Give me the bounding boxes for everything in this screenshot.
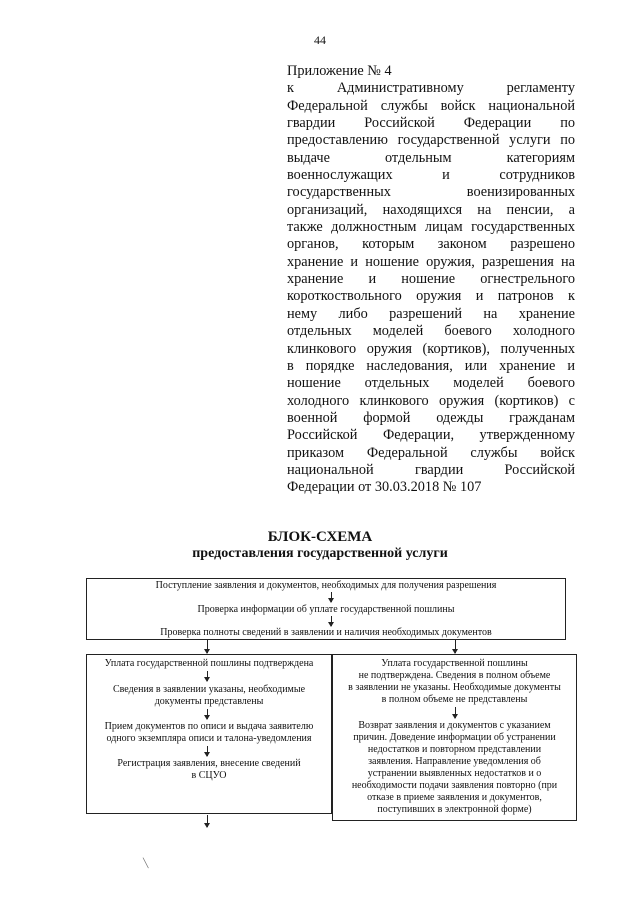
step-check-fee: Проверка информации об уплате государственной пошлины xyxy=(197,604,455,615)
appendix-line: клинкового оружия (кортиков), полученных xyxy=(287,340,575,357)
left-accept-docs-1: Прием документов по описи и выдача заявителю xyxy=(104,721,314,732)
appendix-line: короткоствольного оружия и патронов к xyxy=(287,288,575,305)
right-return-docs-1: Возврат заявления и документов с указанием xyxy=(358,720,551,731)
scheme-subtitle: предоставления государственной услуги xyxy=(192,546,448,561)
appendix-line: военнослужащих и сотрудников xyxy=(287,167,575,184)
right-fee-not-confirmed-3: в заявлении не указаны. Необходимые документы xyxy=(348,682,561,693)
appendix-line: к Административному регламенту xyxy=(287,80,575,97)
right-return-docs-2: причин. Доведение информации об устранении xyxy=(353,732,556,743)
right-fee-not-confirmed-2: не подтверждена. Сведения в полном объеме xyxy=(358,670,551,681)
right-return-docs-8: поступивших в электронной форме) xyxy=(377,804,532,815)
left-register-2: в СЦУО xyxy=(191,770,227,781)
left-fee-confirmed: Уплата государственной пошлины подтверждена xyxy=(104,658,314,669)
appendix-line: национальной гвардии Российской xyxy=(287,461,575,478)
appendix-line: организаций, находящихся на пенсии, а xyxy=(287,201,575,218)
left-register-1: Регистрация заявления, внесение сведений xyxy=(117,758,301,769)
arrow-down-icon xyxy=(331,616,332,626)
appendix-line: ношение отдельных моделей боевого xyxy=(287,375,575,392)
right-return-docs-4: заявления. Направление уведомления об xyxy=(368,756,541,767)
right-return-docs-3: недостатков и повторном представлении xyxy=(367,744,542,755)
appendix-line: выдаче отдельным категориям xyxy=(287,149,575,166)
arrow-down-icon xyxy=(207,640,208,653)
left-info-complete-2: документы представлены xyxy=(154,696,264,707)
right-return-docs-6: необходимости подачи заявления повторно (при xyxy=(351,780,558,791)
appendix-line: Федерации от 30.03.2018 № 107 xyxy=(287,479,482,496)
appendix-line: нему либо разрешений на хранение xyxy=(287,305,575,322)
appendix-line: приказом Федеральной службы войск xyxy=(287,444,575,461)
appendix-line: в порядке наследования, или хранение и xyxy=(287,357,575,374)
arrow-down-icon xyxy=(455,707,456,718)
right-fee-not-confirmed-4: в полном объеме не представлены xyxy=(381,694,528,705)
appendix-line: предоставлению государственной услуги по xyxy=(287,132,575,149)
appendix-line: государственных военизированных xyxy=(287,184,575,201)
right-return-docs-7: отказе в приеме заявления и документов, xyxy=(367,792,542,803)
step-check-completeness: Проверка полноты сведений в заявлении и наличия необходимых документов xyxy=(160,627,492,638)
appendix-line: военной формой одежды гражданам xyxy=(287,409,575,426)
left-info-complete-1: Сведения в заявлении указаны, необходимые xyxy=(112,684,306,695)
right-fee-not-confirmed-1: Уплата государственной пошлины xyxy=(381,658,528,669)
appendix-title: Приложение № 4 xyxy=(287,63,392,79)
arrow-down-icon xyxy=(455,640,456,653)
arrow-down-icon xyxy=(207,746,208,756)
appendix-line: также должностным лицам государственных xyxy=(287,219,575,236)
scan-mark: ╲ xyxy=(143,858,149,868)
arrow-down-icon xyxy=(207,709,208,719)
appendix-line: органов, которым законом разрешено xyxy=(287,236,575,253)
appendix-line: холодного клинкового оружия (кортиков) с xyxy=(287,392,575,409)
step-receive-application: Поступление заявления и документов, необходимых для получения разрешения xyxy=(155,580,497,591)
appendix-line: хранение и ношение огнестрельного xyxy=(287,271,575,288)
arrow-down-icon xyxy=(207,671,208,681)
page-number: 44 xyxy=(314,33,326,47)
arrow-down-icon xyxy=(207,815,208,827)
left-accept-docs-2: одного экземпляра описи и талона-уведомления xyxy=(106,733,312,744)
appendix-line: отдельных моделей боевого холодного xyxy=(287,323,575,340)
appendix-line: гвардии Российской Федерации по xyxy=(287,115,575,132)
appendix-line: Российской Федерации, утвержденному xyxy=(287,427,575,444)
right-return-docs-5: устранении выявленных недостатков и о xyxy=(367,768,542,779)
arrow-down-icon xyxy=(331,592,332,602)
appendix-line: Федеральной службы войск национальной xyxy=(287,97,575,114)
scheme-title: БЛОК-СХЕМА xyxy=(267,529,373,545)
appendix-line: хранение и ношение оружия, разрешения на xyxy=(287,253,575,270)
